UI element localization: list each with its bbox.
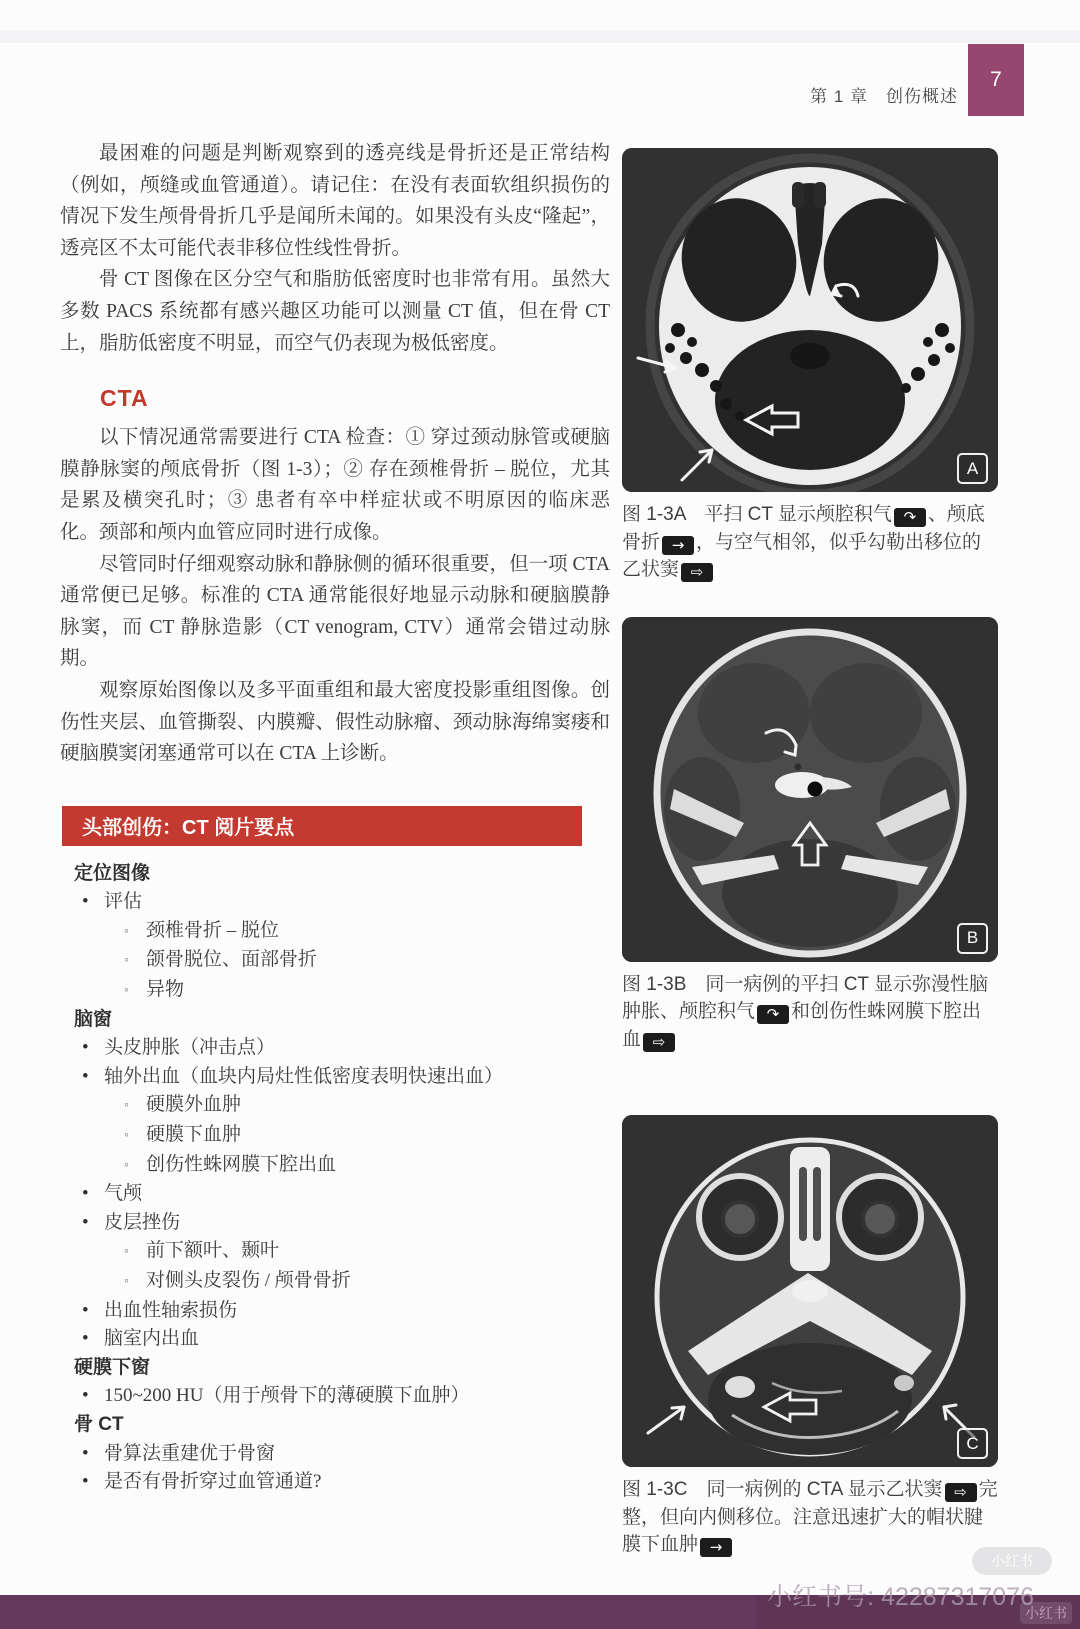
checklist-item: • 头皮肿胀（冲击点） [60, 1034, 610, 1063]
checklist-item: ◦ 硬膜外血肿 [60, 1091, 610, 1121]
cta-scan-orbits [622, 1115, 998, 1467]
bullet-dot-icon: • [82, 891, 89, 913]
figure-caption [622, 1476, 1000, 1559]
figure-column [622, 148, 1000, 1559]
checklist-item: • 气颅 [60, 1180, 610, 1209]
caption-text: 图 1-3B 同一病例的平扫 CT 显示弥漫性脑肿胀、颅腔积气 [622, 973, 988, 1022]
checklist-item: 骨 CT [74, 1413, 124, 1435]
bullet-circle-icon: ◦ [124, 1128, 129, 1144]
ct-reading-checklist [60, 860, 610, 1497]
checklist-item: • 骨算法重建优于骨窗 [60, 1440, 610, 1469]
caption-text: 、颅底骨折 [622, 504, 985, 553]
checklist-item: 定位图像 [74, 862, 151, 884]
bullet-circle-icon: ◦ [124, 953, 129, 969]
watermark-id-text: 小红书号: 42287317076 [767, 1583, 1034, 1611]
checklist-item: ◦ 前下额叶、颞叶 [60, 1237, 610, 1267]
text-column [60, 138, 610, 1497]
caption-text: 和创伤性蛛网膜下腔出血 [622, 1001, 982, 1050]
paragraph: 以下情况通常需要进行 CTA 检查：① 穿过颈动脉管或硬脑膜静脉窦的颅底骨折（图 1-3）；② 存在颈椎骨折 – 脱位，尤其是累及横突孔时；③ 患者有卒中样症状或不明原因的临床恶化。颈部和颅内血管应同时进行成像。 [60, 427, 610, 543]
figure-letter-badge: A [957, 453, 988, 484]
open-arrow-icon: ⇨ [681, 563, 713, 582]
figure-letter-badge: B [957, 923, 988, 954]
section-heading-cta: CTA [100, 385, 149, 412]
straight-arrow-icon: → [700, 1538, 732, 1557]
checklist-item: • 评估 [60, 888, 610, 917]
checklist-item: 脑窗 [74, 1008, 113, 1030]
bullet-circle-icon: ◦ [124, 1244, 129, 1260]
checklist-item: • 出血性轴索损伤 [60, 1297, 610, 1326]
running-header: 第 1 章 创伤概述 [810, 87, 958, 106]
checklist-item: • 轴外出血（血块内局灶性低密度表明快速出血） [60, 1063, 610, 1092]
checklist-item: ◦ 创伤性蛛网膜下腔出血 [60, 1151, 610, 1181]
bullet-dot-icon: • [82, 1471, 89, 1493]
scan-light-band [0, 30, 1080, 43]
checklist-item: ◦ 异物 [60, 976, 610, 1006]
checklist-item: 硬膜下窗 [74, 1356, 151, 1378]
checklist-item: • 脑室内出血 [60, 1325, 610, 1354]
checklist-item: ◦ 颌骨脱位、面部骨折 [60, 946, 610, 976]
page-number: 7 [990, 68, 1002, 91]
curved-arrow-icon: ↷ [757, 1005, 789, 1024]
ct-image-a [622, 148, 998, 492]
ct-scan-brain [622, 617, 998, 962]
paragraph: 骨 CT 图像在区分空气和脂肪低密度时也非常有用。虽然大多数 PACS 系统都有感兴趣区功能可以测量 CT 值，但在骨 CT 上，脂肪低密度不明显，而空气仍表现为极低密度。 [60, 269, 610, 354]
bullet-dot-icon: • [82, 1385, 89, 1407]
bullet-dot-icon: • [82, 1299, 89, 1321]
paragraph: 尽管同时仔细观察动脉和静脉侧的循环很重要，但一项 CTA 通常便已足够。标准的 CTA 通常能很好地显示动脉和硬脑膜静脉窦，而 CT 静脉造影（CT venogram, CTV）通常会错过动脉期。 [60, 553, 610, 670]
checklist-item: • 是否有骨折穿过血管通道? [60, 1468, 610, 1497]
xiaohongshu-corner-badge: 小红书 [1020, 1602, 1072, 1624]
checklist-item: ◦ 对侧头皮裂伤 / 颅骨骨折 [60, 1267, 610, 1297]
bullet-dot-icon: • [82, 1328, 89, 1350]
caption-text: 图 1-3A 平扫 CT 显示颅腔积气 [622, 504, 892, 525]
bullet-circle-icon: ◦ [124, 1157, 129, 1173]
ct-image-b [622, 617, 998, 962]
checklist-item: ◦ 硬膜下血肿 [60, 1121, 610, 1151]
checklist-item: • 150~200 HU（用于颅骨下的薄硬膜下血肿） [60, 1382, 610, 1411]
figure-letter-badge: C [957, 1428, 988, 1459]
bullet-dot-icon: • [82, 1442, 89, 1464]
open-arrow-icon: ⇨ [643, 1033, 675, 1052]
open-arrow-icon: ⇨ [945, 1483, 977, 1502]
figure-caption [622, 501, 1000, 584]
checklist-item: ◦ 颈椎骨折 – 脱位 [60, 917, 610, 947]
xiaohongshu-pill-badge: 小红书 [972, 1547, 1052, 1575]
figure-caption [622, 971, 1000, 1054]
bullet-circle-icon: ◦ [124, 1098, 129, 1114]
ct-scan-skull-base [622, 148, 998, 492]
bullet-circle-icon: ◦ [124, 923, 129, 939]
caption-text: 图 1-3C 同一病例的 CTA 显示乙状窦 [622, 1479, 943, 1500]
bullet-circle-icon: ◦ [124, 983, 129, 999]
bullet-dot-icon: • [82, 1065, 89, 1087]
caption-text: 完整，但向内侧移位。注意迅速扩大的帽状腱膜下血肿 [622, 1479, 998, 1555]
straight-arrow-icon: → [662, 536, 694, 555]
caption-text: ，与空气相邻，似乎勾勒出移位的乙状窦 [622, 531, 982, 580]
curved-arrow-icon: ↷ [894, 508, 926, 527]
paragraph: 最困难的问题是判断观察到的透亮线是骨折还是正常结构（例如，颅缝或血管通道）。请记住：在没有表面软组织损伤的情况下发生颅骨骨折几乎是闻所未闻的。如果没有头皮“隆起”，透亮区不太可能代表非移位性线性骨折。 [60, 143, 610, 259]
checklist-item: • 皮层挫伤 [60, 1209, 610, 1238]
bullet-dot-icon: • [82, 1211, 89, 1233]
ct-image-c [622, 1115, 998, 1467]
bullet-circle-icon: ◦ [124, 1274, 129, 1289]
paragraph: 观察原始图像以及多平面重组和最大密度投影重组图像。创伤性夹层、血管撕裂、内膜瓣、假性动脉瘤、颈动脉海绵窦瘘和硬脑膜窦闭塞通常可以在 CTA 上诊断。 [60, 679, 610, 765]
page-number-box [968, 44, 1024, 116]
checklist-banner: 头部创伤：CT 阅片要点 [62, 806, 582, 846]
bullet-dot-icon: • [82, 1037, 89, 1059]
bullet-dot-icon: • [82, 1183, 89, 1205]
